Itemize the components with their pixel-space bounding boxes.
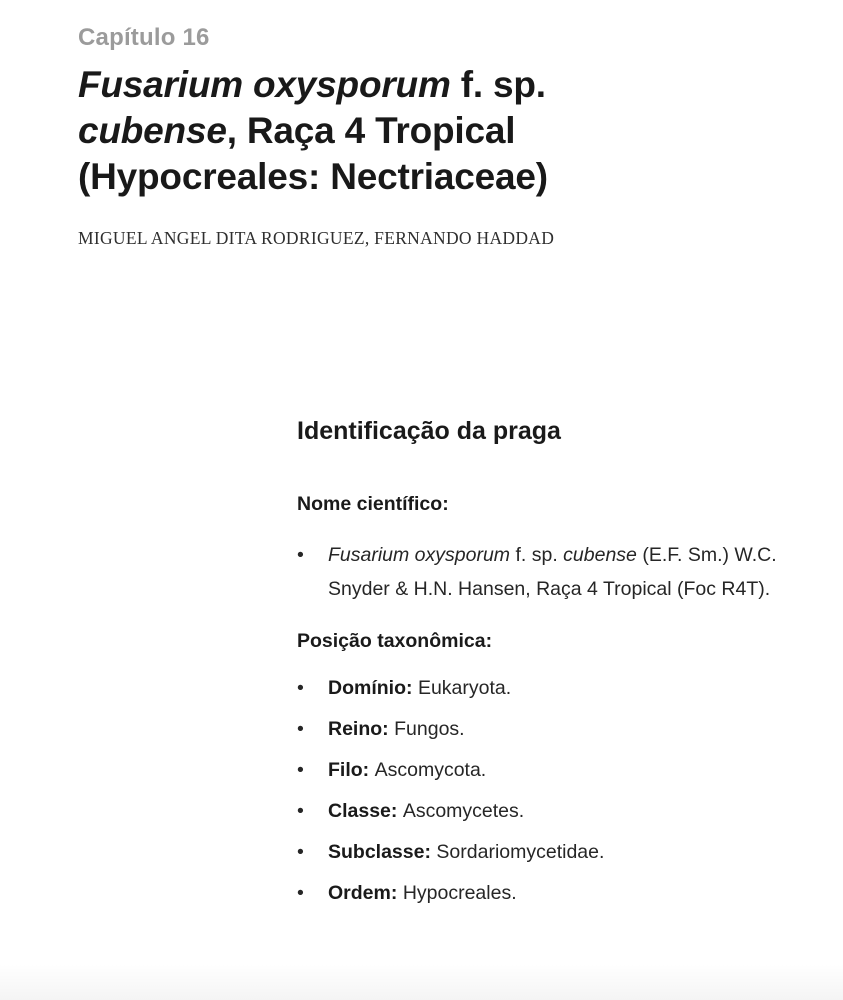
title-species-italic: Fusarium oxysporum (78, 64, 451, 105)
taxonomy-label: Classe: (328, 800, 398, 822)
taxonomy-entry (328, 759, 486, 781)
taxonomy-value: Eukaryota. (417, 677, 512, 699)
taxonomy-value: Ascomycetes. (402, 800, 525, 822)
taxonomy-label: Ordem: (328, 882, 398, 904)
taxonomy-entry (328, 882, 517, 904)
taxonomy-entry (328, 841, 604, 863)
bullet-icon: • (297, 800, 304, 822)
species-name-italic: cubense (563, 544, 637, 566)
list-item-dominio (297, 677, 797, 699)
title-text: f. sp. (450, 64, 546, 105)
authors-line: MIGUEL ANGEL DITA RODRIGUEZ, FERNANDO HADDAD (78, 228, 555, 248)
subheading-posicao-taxonomica: Posição taxonômica: (297, 630, 493, 652)
title-line-1 (78, 62, 843, 108)
title-species-italic: cubense (78, 110, 227, 151)
list-item-classe (297, 800, 797, 822)
chapter-title (78, 62, 843, 200)
chapter-header (0, 0, 843, 249)
bullet-icon: • (297, 882, 304, 904)
taxonomy-list (297, 677, 797, 904)
taxonomy-label: Filo: (328, 759, 370, 781)
title-line-3 (78, 154, 843, 200)
list-item-filo (297, 759, 797, 781)
bullet-icon: • (297, 718, 304, 740)
bullet-icon: • (297, 677, 304, 699)
bullet-icon: • (297, 841, 304, 863)
taxonomy-entry (328, 677, 511, 699)
section-heading-identificacao: Identificação da praga (297, 417, 561, 445)
scientific-name-segment: f. sp. (510, 544, 564, 566)
taxonomy-value: Hypocreales. (402, 882, 517, 904)
title-text: , Raça 4 Tropical (226, 110, 516, 151)
title-text: (Hypocreales: Nectriaceae) (78, 156, 548, 197)
species-name-italic: Fusarium oxysporum (328, 544, 511, 566)
subheading-nome-cientifico: Nome científico: (297, 493, 449, 515)
taxonomy-value: Fungos. (394, 718, 465, 740)
taxonomy-value: Sordariomycetidae. (436, 841, 605, 863)
taxonomy-label: Domínio: (328, 677, 413, 699)
content-column (297, 417, 797, 904)
taxonomy-entry (328, 718, 465, 740)
title-line-2 (78, 108, 843, 154)
list-item-scientific-name (297, 538, 797, 606)
list-item-ordem (297, 882, 797, 904)
scientific-name-segment: (E.F. Sm.) W.C. Snyder & H.N. Hansen, Raça 4 Tropical (Foc R4T). (328, 544, 777, 600)
page-bottom-shade (0, 964, 843, 1000)
taxonomy-entry (328, 800, 524, 822)
list-item-reino (297, 718, 797, 740)
taxonomy-label: Subclasse: (328, 841, 431, 863)
taxonomy-label: Reino: (328, 718, 389, 740)
bullet-icon: • (297, 759, 304, 781)
chapter-kicker: Capítulo 16 (78, 24, 210, 51)
bullet-icon: • (297, 544, 304, 566)
taxonomy-value: Ascomycota. (374, 759, 487, 781)
list-item-subclasse (297, 841, 797, 863)
scientific-name-text (328, 538, 797, 606)
